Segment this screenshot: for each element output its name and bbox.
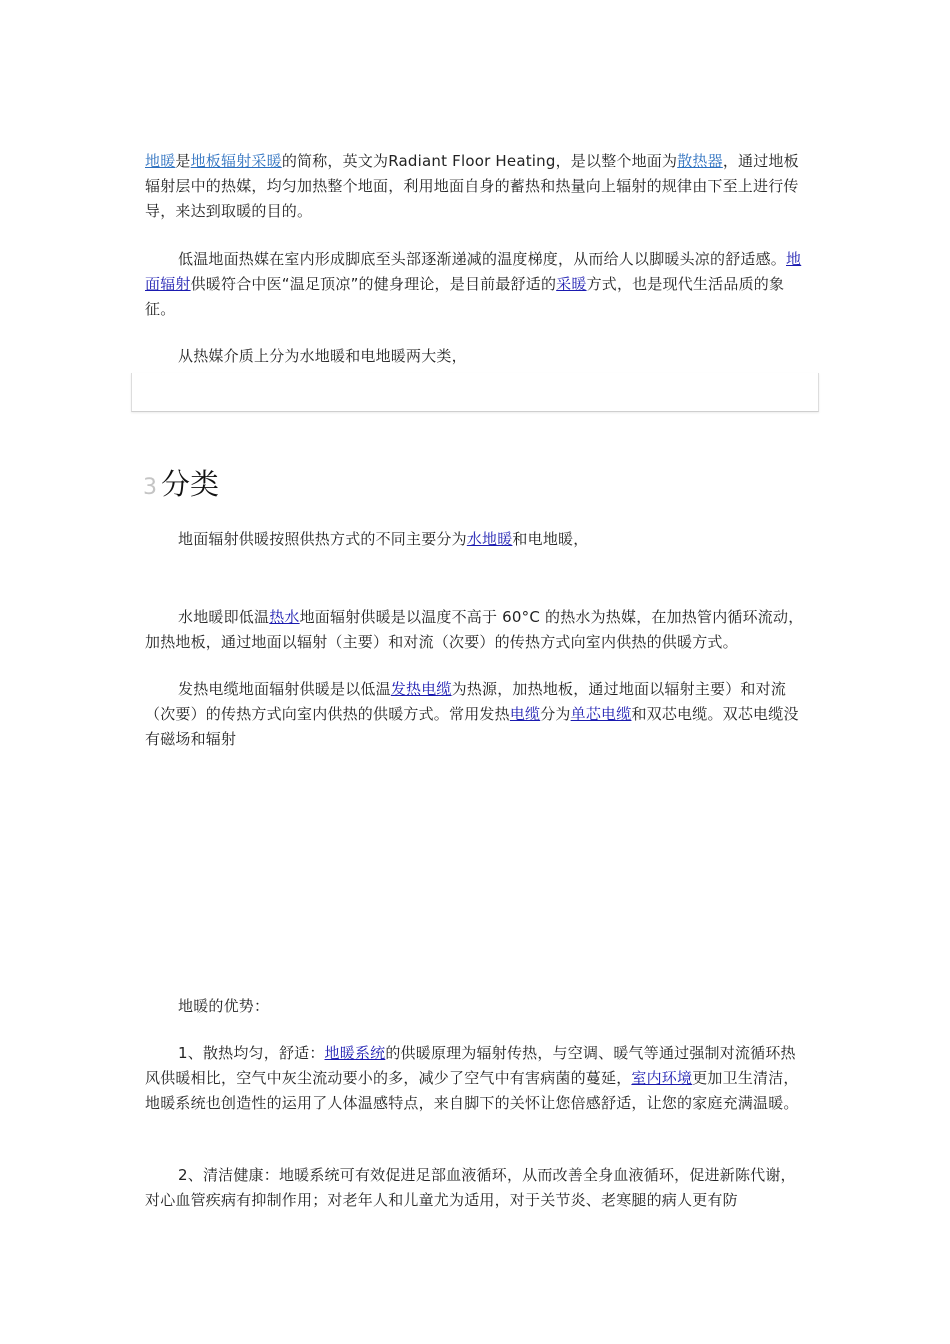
- link-radiator[interactable]: 散热器: [677, 152, 723, 170]
- text: 的供暖原理为辐射传热，与空调、暖气等通过强制对流循环热风供暖相比，空气中灰尘流动要小的多，减少了空气中有害病菌的蔓延，: [145, 1044, 796, 1087]
- link-floor-radiant-heating[interactable]: 地板辐射采暖: [190, 152, 282, 170]
- link-dinuan[interactable]: 地暖: [145, 152, 176, 170]
- content-box: [131, 373, 819, 412]
- section-title: 分类: [161, 467, 220, 501]
- text: 地面辐射供暖是以温度不高于 60°C 的热水为热媒，在加热管内循环流动，加热地板，通过地面以辐射（主要）和对流（次要）的传热方式向室内供热的供暖方式。: [145, 608, 804, 651]
- link-indoor-environment[interactable]: 室内环境: [631, 1069, 693, 1087]
- intro-paragraph: [145, 149, 810, 224]
- text: 2、清洁健康：地暖系统可有效促进足部血液循环，从而改善全身血液循环，促进新陈代谢，对心血管疾病有抑制作用；对老年人和儿童尤为适用，对于关节炎、老寒腿的病人更有防: [145, 1166, 796, 1209]
- classify-paragraph: [145, 527, 810, 552]
- section-number: 3: [143, 475, 157, 500]
- text: 水地暖即低温: [178, 608, 270, 626]
- text: 的简称，英文为: [281, 152, 389, 170]
- link-ground-radiant[interactable]: 地面辐射: [145, 250, 802, 293]
- text: 发热电缆地面辐射供暖是以低温: [178, 680, 391, 698]
- text: 分为: [540, 705, 571, 723]
- advantages-heading: 地暖的优势：: [178, 997, 270, 1015]
- advantage-1-paragraph: [145, 1041, 810, 1116]
- text: 方式，也是现代生活品质的象征。: [145, 275, 785, 318]
- link-floor-heating-system[interactable]: 地暖系统: [324, 1044, 386, 1062]
- text: 更加卫生清洁，地暖系统也创造性的运用了人体温感特点，来自脚下的关怀让您倍感舒适，让您的家庭充满温暖。: [145, 1069, 799, 1112]
- text: 地面辐射供暖按照供热方式的不同主要分为: [178, 530, 467, 548]
- link-heating-cable[interactable]: 发热电缆: [390, 680, 452, 698]
- text: 和双芯电缆。双芯电缆没有磁场和辐射: [145, 705, 799, 748]
- text: 低温地面热媒在室内形成脚底至头部逐渐递减的温度梯度，从而给人以脚暖头凉的舒适感。: [178, 250, 787, 268]
- english-name: Radiant Floor Heating: [388, 152, 556, 170]
- link-heating[interactable]: 采暖: [556, 275, 587, 293]
- text: 供暖符合中医“温足顶凉”的健身理论，是目前最舒适的: [190, 275, 557, 293]
- text: 是: [175, 152, 191, 170]
- text: 和电地暖，: [512, 530, 589, 548]
- advantage-2-paragraph: [145, 1163, 810, 1213]
- text: 为热源，加热地板，通过地面以辐射主要）和对流（次要）的传热方式向室内供热的供暖方式。常用发热: [145, 680, 787, 723]
- link-single-core-cable[interactable]: 单芯电缆: [570, 705, 632, 723]
- link-hot-water[interactable]: 热水: [269, 608, 300, 626]
- text: 1、散热均匀，舒适：: [178, 1044, 325, 1062]
- comfort-paragraph: [145, 247, 810, 322]
- media-paragraph: 从热媒介质上分为水地暖和电地暖两大类，: [178, 347, 467, 365]
- link-water-floor-heating[interactable]: 水地暖: [466, 530, 513, 548]
- section-heading: [143, 462, 219, 502]
- text: ，是以整个地面为: [555, 152, 678, 170]
- water-heating-paragraph: [145, 605, 810, 655]
- text: ，通过地板辐射层中的热媒，均匀加热整个地面，利用地面自身的蓄热和热量向上辐射的规律由下至上进行传导，来达到取暖的目的。: [145, 152, 799, 220]
- link-cable[interactable]: 电缆: [509, 705, 541, 723]
- cable-heating-paragraph: [145, 677, 810, 752]
